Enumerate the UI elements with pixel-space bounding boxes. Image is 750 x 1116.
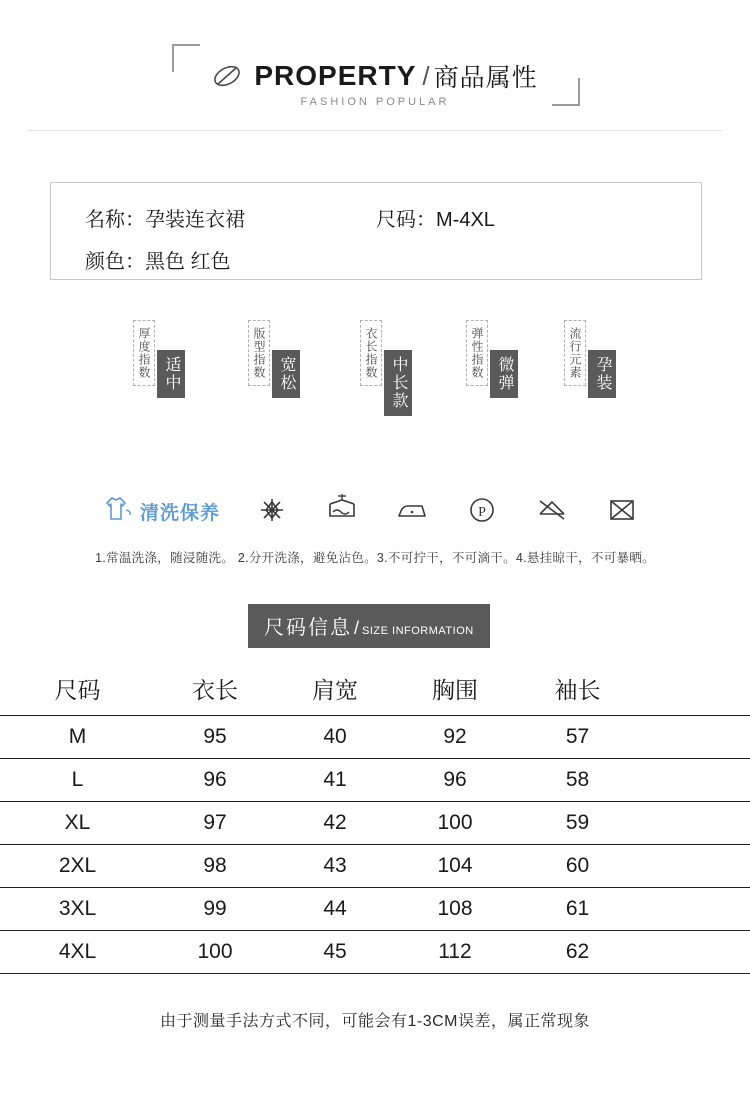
column-header-sleeve: 袖长	[554, 677, 601, 703]
page-title-cn: 商品属性	[433, 64, 538, 92]
cell-sleeve: 60	[515, 845, 640, 888]
feature-value: 微弹	[490, 350, 518, 398]
page-title-en: PROPERTY	[254, 60, 417, 91]
feature-tag	[360, 320, 412, 416]
dry-clean-p-icon	[462, 490, 502, 530]
table-header-row	[0, 668, 750, 716]
title-separator: /	[422, 60, 430, 91]
feature-value: 适中	[157, 350, 185, 398]
feature-label: 流行元素	[564, 320, 586, 386]
tshirt-icon	[100, 494, 134, 529]
care-title-text: 清洗保养	[140, 503, 221, 524]
table-row	[0, 802, 750, 845]
svg-text:P: P	[478, 505, 486, 520]
column-header-size: 尺码	[54, 677, 101, 703]
feature-tag	[564, 320, 616, 398]
cell-length: 98	[155, 845, 275, 888]
hand-wash-icon	[322, 490, 362, 530]
measurement-note: 由于测量手法方式不同，可能会有1-3CM误差，属正常现象	[159, 1013, 590, 1030]
header-divider	[28, 130, 722, 131]
care-title	[100, 494, 220, 529]
table-row	[0, 845, 750, 888]
feature-value: 中长款	[384, 350, 412, 416]
no-bleach-icon	[252, 490, 292, 530]
cell-sleeve: 61	[515, 888, 640, 931]
product-size-line: 尺码：M-4XL	[376, 209, 495, 231]
cell-length: 100	[155, 931, 275, 974]
cell-sleeve: 62	[515, 931, 640, 974]
cell-sleeve: 57	[515, 716, 640, 759]
column-header-shoulder: 肩宽	[312, 677, 358, 703]
cell-size: XL	[0, 802, 155, 845]
no-tumble-dry-icon	[532, 490, 572, 530]
product-color-line: 颜色：黑色 红色	[85, 251, 231, 273]
table-row	[0, 716, 750, 759]
cell-length: 96	[155, 759, 275, 802]
product-name-line: 名称：孕装连衣裙	[85, 209, 245, 231]
care-instructions: 1.常温洗涤，随浸随洗。 2.分开洗涤，避免沾色。3.不可拧干，不可滴干。4.悬挂晾干，不可暴晒。	[95, 551, 655, 565]
cell-spacer	[640, 845, 750, 888]
title-row	[0, 58, 750, 94]
cell-bust: 92	[395, 716, 515, 759]
cell-bust: 108	[395, 888, 515, 931]
feature-label: 弹性指数	[466, 320, 488, 386]
cell-sleeve: 58	[515, 759, 640, 802]
feature-tag	[248, 320, 300, 398]
feature-value: 宽松	[272, 350, 300, 398]
cell-bust: 100	[395, 802, 515, 845]
feature-tag	[133, 320, 185, 398]
table-row	[0, 759, 750, 802]
size-banner-cn: 尺码信息	[264, 617, 352, 639]
feature-label: 衣长指数	[360, 320, 382, 386]
cell-sleeve: 59	[515, 802, 640, 845]
cell-bust: 104	[395, 845, 515, 888]
feature-tag	[466, 320, 518, 398]
feature-label: 厚度指数	[133, 320, 155, 386]
cell-bust: 112	[395, 931, 515, 974]
cell-size: 3XL	[0, 888, 155, 931]
column-header-length: 衣长	[192, 677, 238, 703]
iron-low-icon	[392, 490, 432, 530]
no-wring-icon	[602, 490, 642, 530]
cell-length: 95	[155, 716, 275, 759]
page-subtitle: FASHION POPULAR	[300, 96, 450, 108]
cell-size: 2XL	[0, 845, 155, 888]
infinity-loop-icon	[212, 63, 242, 89]
feature-value: 孕装	[588, 350, 616, 398]
table-row	[0, 931, 750, 974]
cell-shoulder: 40	[275, 716, 395, 759]
size-banner-separator: /	[354, 618, 360, 638]
cell-spacer	[640, 759, 750, 802]
cell-size: M	[0, 716, 155, 759]
cell-spacer	[640, 802, 750, 845]
cell-size: 4XL	[0, 931, 155, 974]
size-table	[0, 668, 750, 974]
cell-spacer	[640, 888, 750, 931]
column-header-spacer	[640, 668, 750, 716]
cell-shoulder: 44	[275, 888, 395, 931]
cell-shoulder: 41	[275, 759, 395, 802]
cell-spacer	[640, 931, 750, 974]
cell-size: L	[0, 759, 155, 802]
cell-shoulder: 42	[275, 802, 395, 845]
care-icon-row	[0, 490, 750, 538]
size-info-banner	[248, 604, 490, 648]
cell-shoulder: 45	[275, 931, 395, 974]
column-header-bust: 胸围	[432, 677, 478, 703]
cell-bust: 96	[395, 759, 515, 802]
cell-spacer	[640, 716, 750, 759]
size-banner-en: SIZE INFORMATION	[362, 625, 474, 637]
page-header	[0, 0, 750, 130]
product-info-box	[50, 182, 702, 280]
care-section	[0, 490, 750, 538]
cell-shoulder: 43	[275, 845, 395, 888]
cell-length: 97	[155, 802, 275, 845]
table-row	[0, 888, 750, 931]
cell-length: 99	[155, 888, 275, 931]
feature-label: 版型指数	[248, 320, 270, 386]
feature-tag-list	[0, 310, 750, 450]
